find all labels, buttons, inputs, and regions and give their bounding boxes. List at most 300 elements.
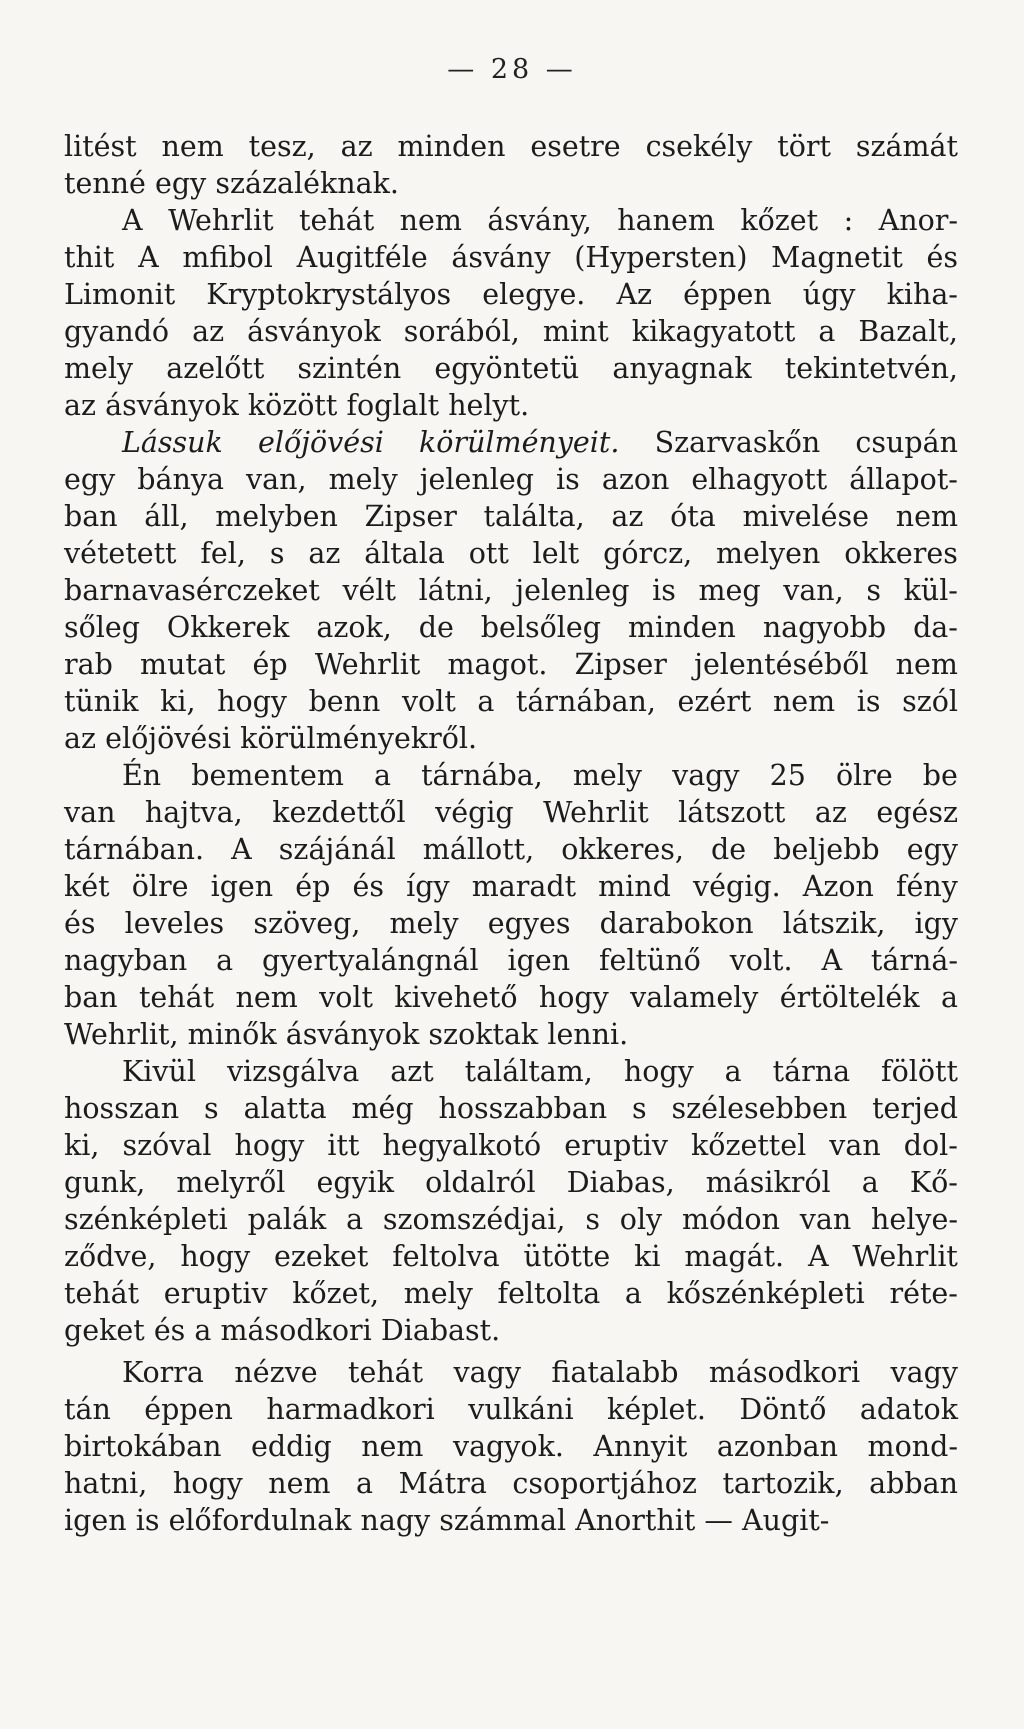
word: általa bbox=[364, 537, 445, 570]
text-line bbox=[64, 1016, 958, 1053]
word: másodkori bbox=[708, 1356, 861, 1389]
paragraph-p5 bbox=[64, 1053, 958, 1349]
word: palák bbox=[247, 1203, 327, 1236]
word: : bbox=[843, 204, 854, 237]
word: bánya bbox=[137, 463, 224, 496]
word: nagyban bbox=[64, 944, 188, 977]
word: Döntő bbox=[739, 1393, 827, 1426]
word: meg bbox=[698, 574, 761, 607]
text-line bbox=[64, 1354, 958, 1391]
text-line bbox=[64, 424, 958, 461]
word: mely bbox=[64, 352, 134, 385]
word: és bbox=[352, 870, 385, 903]
word: kivehető bbox=[394, 981, 518, 1014]
word: Zipser bbox=[364, 500, 457, 533]
word: mely bbox=[403, 1277, 473, 1310]
word: minden bbox=[627, 611, 736, 644]
text-line bbox=[64, 1391, 958, 1428]
word: másikról bbox=[705, 1166, 831, 1199]
word: ott bbox=[468, 537, 509, 570]
word: barnavasérczeket bbox=[64, 574, 320, 607]
word: azelőtt bbox=[166, 352, 265, 385]
word: mint bbox=[542, 315, 609, 348]
word: A bbox=[138, 241, 159, 274]
word: nagyobb bbox=[762, 611, 887, 644]
word: benn bbox=[308, 685, 381, 718]
paragraph-p4 bbox=[64, 757, 958, 1053]
word: és bbox=[926, 241, 958, 274]
word: a bbox=[477, 685, 495, 718]
text-line bbox=[64, 868, 958, 905]
word: kezdettől bbox=[272, 796, 406, 829]
word: de bbox=[711, 833, 747, 866]
word: tehát bbox=[64, 1277, 140, 1310]
text-line bbox=[64, 831, 958, 868]
word: vagyok. bbox=[452, 1430, 564, 1463]
word: anyagnak bbox=[612, 352, 752, 385]
word: éppen bbox=[683, 278, 772, 311]
word: a bbox=[346, 1203, 364, 1236]
word: és bbox=[153, 1314, 186, 1347]
word: ásványok bbox=[247, 315, 381, 348]
word: gyandó bbox=[64, 315, 170, 348]
word: hosszan bbox=[64, 1092, 180, 1125]
word: harmadkori bbox=[266, 1393, 435, 1426]
word: belsőleg bbox=[480, 611, 602, 644]
word: Korra bbox=[122, 1356, 204, 1389]
word: látni, bbox=[418, 574, 493, 607]
word: Anorthit bbox=[575, 1504, 696, 1537]
word: Diabast. bbox=[380, 1314, 501, 1347]
word: szájánál bbox=[278, 833, 396, 866]
word: hajtva, bbox=[144, 796, 243, 829]
word: szól bbox=[902, 685, 958, 718]
word: tesz, bbox=[248, 130, 316, 163]
word: eddig bbox=[250, 1430, 332, 1463]
word: tünik bbox=[64, 685, 139, 718]
text-line bbox=[64, 1312, 958, 1349]
word: eruptiv bbox=[564, 1129, 668, 1162]
word: fiatalabb bbox=[551, 1356, 679, 1389]
word: 25 bbox=[769, 759, 806, 792]
word: hogy bbox=[623, 1055, 694, 1088]
word: módon bbox=[681, 1203, 780, 1236]
word: ásvány, bbox=[487, 204, 592, 237]
word: az bbox=[64, 389, 97, 422]
word: másodkori bbox=[220, 1314, 372, 1347]
word: beljebb bbox=[773, 833, 880, 866]
word: az bbox=[192, 315, 225, 348]
word: gunk, bbox=[64, 1166, 146, 1199]
word: Az bbox=[616, 278, 653, 311]
word: litést bbox=[64, 130, 137, 163]
word: az bbox=[611, 500, 644, 533]
word: geket bbox=[64, 1314, 145, 1347]
word: számmal bbox=[439, 1504, 567, 1537]
word: de bbox=[418, 611, 454, 644]
text-line bbox=[64, 1053, 958, 1090]
text-line bbox=[64, 942, 958, 979]
word: kül- bbox=[903, 574, 958, 607]
word: birtokában bbox=[64, 1430, 222, 1463]
word: a bbox=[940, 981, 958, 1014]
text-line bbox=[64, 1090, 958, 1127]
word: csoportjához bbox=[512, 1467, 697, 1500]
word: feltünő bbox=[598, 944, 701, 977]
word: egész bbox=[876, 796, 958, 829]
text-line bbox=[64, 1164, 958, 1201]
word: állapot- bbox=[849, 463, 958, 496]
word: Okkerek bbox=[166, 611, 290, 644]
word: fény bbox=[896, 870, 958, 903]
word: minők bbox=[187, 1018, 277, 1051]
word: a bbox=[374, 759, 392, 792]
word: elegye. bbox=[482, 278, 586, 311]
word: hogy bbox=[217, 685, 287, 718]
word: hegyalkotó bbox=[382, 1129, 542, 1162]
text-line bbox=[64, 794, 958, 831]
text-line bbox=[64, 572, 958, 609]
word: nagy bbox=[360, 1504, 431, 1537]
word: vulkáni bbox=[468, 1393, 574, 1426]
word: Zipser bbox=[574, 648, 667, 681]
word: ölre bbox=[835, 759, 893, 792]
word: előfordulnak bbox=[168, 1504, 352, 1537]
word: előjövési bbox=[257, 426, 384, 459]
word: eruptiv bbox=[163, 1277, 268, 1310]
text-line bbox=[64, 1465, 958, 1502]
word: végig bbox=[435, 796, 514, 829]
word: az bbox=[308, 537, 341, 570]
word: s bbox=[269, 537, 285, 570]
word: hogy bbox=[538, 981, 609, 1014]
word: kőzettel bbox=[691, 1129, 807, 1162]
text-line bbox=[64, 905, 958, 942]
word: volt bbox=[401, 685, 456, 718]
word: kikagyatott bbox=[631, 315, 796, 348]
word: éppen bbox=[144, 1393, 233, 1426]
word: nem bbox=[268, 1467, 331, 1500]
body-text bbox=[64, 128, 958, 1539]
word: sorából, bbox=[403, 315, 520, 348]
word: van bbox=[799, 1203, 852, 1236]
word: azon bbox=[601, 463, 670, 496]
word: abban bbox=[869, 1467, 958, 1500]
text-line bbox=[64, 202, 958, 239]
word: tárná- bbox=[870, 944, 958, 977]
text-line bbox=[64, 387, 958, 424]
word: mivelése bbox=[742, 500, 870, 533]
word: ásvány bbox=[451, 241, 551, 274]
word: Wehrlit bbox=[168, 204, 274, 237]
word: oly bbox=[619, 1203, 663, 1236]
word: vétetett bbox=[64, 537, 177, 570]
word: Wehrlit, bbox=[64, 1018, 179, 1051]
page-number: — 28 — bbox=[447, 54, 577, 85]
word: is bbox=[135, 1504, 160, 1537]
text-line bbox=[64, 1201, 958, 1238]
word: körülményeit. bbox=[419, 426, 620, 459]
word: tárnába, bbox=[421, 759, 543, 792]
word: vélt bbox=[342, 574, 396, 607]
text-line bbox=[64, 1275, 958, 1312]
word: Magnetit bbox=[771, 241, 903, 274]
word: s bbox=[585, 1203, 600, 1236]
word: vagy bbox=[890, 1356, 958, 1389]
word: még bbox=[351, 1092, 414, 1125]
word: hogy bbox=[234, 1129, 305, 1162]
word: azt bbox=[390, 1055, 434, 1088]
word: mely bbox=[328, 463, 398, 496]
word: fel, bbox=[200, 537, 246, 570]
word: jelenleg bbox=[419, 463, 534, 496]
text-line bbox=[64, 498, 958, 535]
word: képlet. bbox=[607, 1393, 706, 1426]
word: darabokon bbox=[599, 907, 754, 940]
word: áll, bbox=[144, 500, 189, 533]
word: be bbox=[922, 759, 958, 792]
text-line bbox=[64, 1127, 958, 1164]
word: A bbox=[807, 1240, 829, 1273]
word: egy bbox=[64, 463, 116, 496]
word: van bbox=[64, 796, 116, 829]
word: nem bbox=[895, 500, 958, 533]
word: Lássuk bbox=[122, 426, 223, 459]
word: ásványok bbox=[285, 1018, 420, 1051]
word: (Hypersten) bbox=[574, 241, 748, 274]
word: tehát bbox=[138, 981, 215, 1014]
word: Wehrlit bbox=[543, 796, 649, 829]
text-line bbox=[64, 350, 958, 387]
word: nézve bbox=[234, 1356, 318, 1389]
text-line bbox=[64, 313, 958, 350]
word: értöltelék bbox=[779, 981, 920, 1014]
word: mind bbox=[598, 870, 671, 903]
word: bementem bbox=[191, 759, 344, 792]
word: van, bbox=[783, 574, 844, 607]
word: hogy bbox=[180, 1240, 251, 1273]
word: Limonit bbox=[64, 278, 176, 311]
word: Kryptokrystályos bbox=[206, 278, 452, 311]
word: s bbox=[631, 1092, 647, 1125]
word: egyöntetü bbox=[434, 352, 580, 385]
word: tárnában. bbox=[64, 833, 205, 866]
word: találta, bbox=[483, 500, 585, 533]
word: — bbox=[704, 1504, 733, 1537]
word: szélesebben bbox=[671, 1092, 848, 1125]
word: a bbox=[194, 1314, 212, 1347]
word: jelentéséből bbox=[694, 648, 869, 681]
word: A bbox=[231, 833, 252, 866]
word: ezért bbox=[677, 685, 752, 718]
word: látszik, bbox=[782, 907, 886, 940]
word: okkeres bbox=[844, 537, 958, 570]
word: Kivül bbox=[122, 1055, 196, 1088]
word: nem bbox=[895, 648, 958, 681]
word: dol- bbox=[903, 1129, 958, 1162]
word: tehát bbox=[299, 204, 375, 237]
word: mond- bbox=[867, 1430, 958, 1463]
word: ban bbox=[64, 500, 118, 533]
word: az bbox=[340, 130, 373, 163]
word: azok, bbox=[316, 611, 392, 644]
word: feltolta bbox=[497, 1277, 601, 1310]
word: ki, bbox=[64, 1129, 100, 1162]
word: A bbox=[821, 944, 843, 977]
paragraph-p2 bbox=[64, 202, 958, 424]
word: feltolva bbox=[392, 1240, 500, 1273]
word: is bbox=[556, 463, 580, 496]
word: gyertyalángnál bbox=[262, 944, 479, 977]
word: Bazalt, bbox=[858, 315, 958, 348]
word: szomszédjai, bbox=[382, 1203, 566, 1236]
word: egy bbox=[155, 167, 207, 200]
word: mutat bbox=[140, 648, 226, 681]
word: a bbox=[861, 1166, 879, 1199]
word: ki bbox=[634, 1240, 661, 1273]
word: ásványok bbox=[105, 389, 239, 422]
word: vizsgálva bbox=[226, 1055, 360, 1088]
word: Diabas, bbox=[566, 1166, 675, 1199]
word: ki, bbox=[160, 685, 196, 718]
word: igen bbox=[507, 944, 571, 977]
word: górcz, bbox=[603, 537, 693, 570]
word: igen bbox=[64, 1504, 127, 1537]
word: valamely bbox=[630, 981, 759, 1014]
word: látszott bbox=[678, 796, 786, 829]
word: két bbox=[64, 870, 110, 903]
word: ölre bbox=[131, 870, 189, 903]
word: a bbox=[724, 1055, 742, 1088]
word: hogy bbox=[172, 1467, 243, 1500]
word: tekintetvén, bbox=[784, 352, 958, 385]
word: ép bbox=[295, 870, 331, 903]
word: a bbox=[216, 944, 234, 977]
word: foglalt bbox=[346, 389, 440, 422]
word: s bbox=[204, 1092, 219, 1125]
word: egyik bbox=[316, 1166, 395, 1199]
text-line bbox=[64, 461, 958, 498]
word: oldalról bbox=[425, 1166, 536, 1199]
word: vagy bbox=[453, 1356, 521, 1389]
word: is bbox=[652, 574, 676, 607]
word: óta bbox=[670, 500, 716, 533]
text-line bbox=[64, 128, 958, 165]
word: kőzet, bbox=[292, 1277, 380, 1310]
word: tört bbox=[777, 130, 831, 163]
word: mely bbox=[572, 759, 643, 792]
word: Wehrlit bbox=[314, 648, 421, 681]
word: mállott, bbox=[422, 833, 535, 866]
word: hatni, bbox=[64, 1467, 148, 1500]
word: minden bbox=[397, 130, 506, 163]
word: Annyit bbox=[593, 1430, 688, 1463]
text-line bbox=[64, 1238, 958, 1275]
word: a bbox=[818, 315, 836, 348]
word: nem bbox=[361, 1430, 424, 1463]
word: melyben bbox=[215, 500, 338, 533]
word: ban bbox=[64, 981, 118, 1014]
text-line bbox=[64, 683, 958, 720]
word: esetre bbox=[530, 130, 621, 163]
word: nem bbox=[399, 204, 462, 237]
paragraph-p6 bbox=[64, 1354, 958, 1539]
word: van bbox=[829, 1129, 881, 1162]
word: ép bbox=[252, 648, 288, 681]
word: Kő- bbox=[909, 1166, 958, 1199]
word: magot. bbox=[447, 648, 548, 681]
word: a bbox=[356, 1467, 374, 1500]
word: szöveg, bbox=[253, 907, 361, 940]
word: nem bbox=[772, 685, 836, 718]
word: így bbox=[406, 870, 450, 903]
word: Augitféle bbox=[296, 241, 428, 274]
word: melyen bbox=[716, 537, 821, 570]
word: szóval bbox=[122, 1129, 212, 1162]
word: ezeket bbox=[274, 1240, 369, 1273]
word: kiha- bbox=[886, 278, 958, 311]
text-line bbox=[64, 535, 958, 572]
paragraph-p1 bbox=[64, 128, 958, 202]
word: hanem bbox=[617, 204, 715, 237]
word: is bbox=[856, 685, 881, 718]
word: van, bbox=[246, 463, 307, 496]
word: sőleg bbox=[64, 611, 141, 644]
word: terjed bbox=[872, 1092, 958, 1125]
word: ződve, bbox=[64, 1240, 157, 1273]
word: szintén bbox=[297, 352, 402, 385]
text-line bbox=[64, 1428, 958, 1465]
word: az bbox=[814, 796, 847, 829]
word: da- bbox=[913, 611, 958, 644]
text-line bbox=[64, 720, 958, 757]
word: csupán bbox=[855, 426, 958, 459]
word: ütötte bbox=[523, 1240, 611, 1273]
word: Augit- bbox=[742, 1504, 830, 1537]
word: volt. bbox=[729, 944, 793, 977]
word: kőszénképleti bbox=[666, 1277, 865, 1310]
text-line bbox=[64, 609, 958, 646]
word: tán bbox=[64, 1393, 111, 1426]
word: okkeres, bbox=[561, 833, 684, 866]
word: számát bbox=[855, 130, 958, 163]
word: réte- bbox=[889, 1277, 958, 1310]
text-line bbox=[64, 757, 958, 794]
paragraph-p3 bbox=[64, 424, 958, 757]
word: magát. bbox=[684, 1240, 785, 1273]
text-line bbox=[64, 646, 958, 683]
word: között bbox=[247, 389, 338, 422]
word: thit bbox=[64, 241, 115, 274]
word: a bbox=[624, 1277, 642, 1310]
word: tárna bbox=[772, 1055, 851, 1088]
word: egy bbox=[906, 833, 958, 866]
word: Szarvaskőn bbox=[654, 426, 821, 459]
word: Azon bbox=[802, 870, 874, 903]
word: melyről bbox=[176, 1166, 286, 1199]
word: azonban bbox=[716, 1430, 839, 1463]
word: tárnában, bbox=[515, 685, 656, 718]
word: kőzet bbox=[740, 204, 819, 237]
word: úgy bbox=[802, 278, 856, 311]
word: igy bbox=[914, 907, 958, 940]
word: hosszabban bbox=[438, 1092, 608, 1125]
word: volt bbox=[319, 981, 373, 1014]
text-line bbox=[64, 1502, 958, 1539]
word: fölött bbox=[881, 1055, 958, 1088]
word: leveles bbox=[124, 907, 225, 940]
word: helye- bbox=[871, 1203, 958, 1236]
